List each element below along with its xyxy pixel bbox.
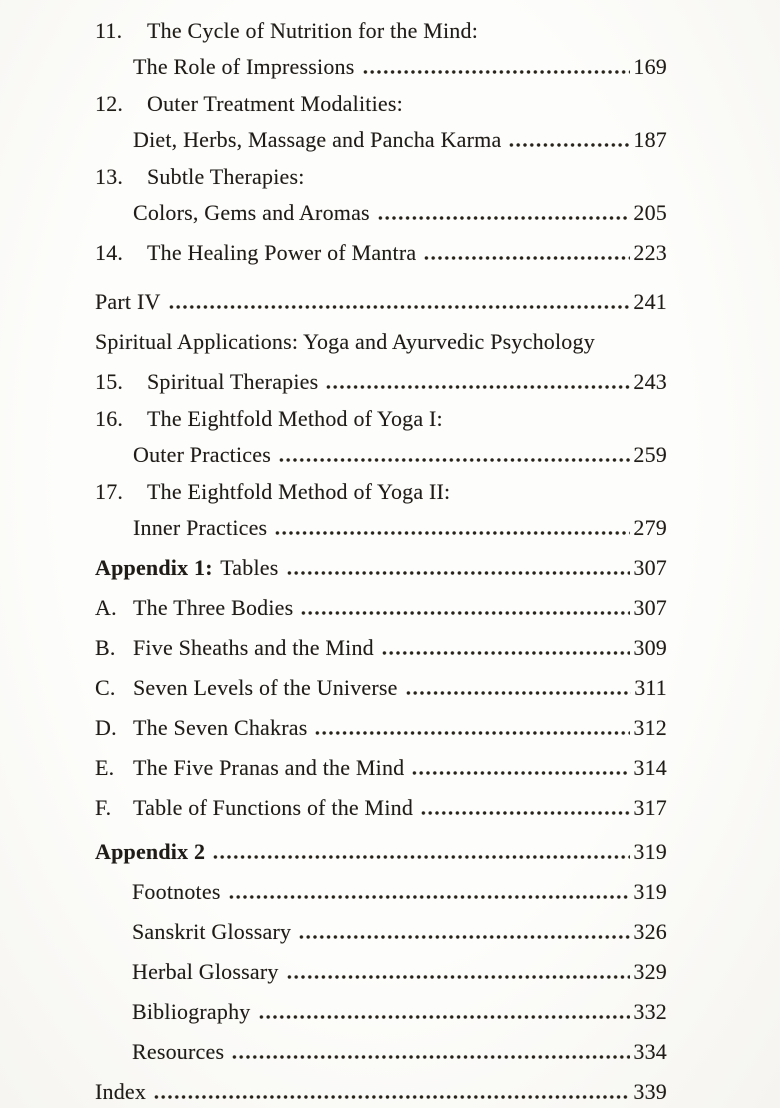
toc-row xyxy=(0,708,780,748)
dot-leader xyxy=(212,855,630,859)
chapter-subtitle: Outer Practices xyxy=(133,442,271,467)
toc-row xyxy=(0,1072,780,1108)
dot-leader xyxy=(411,771,630,775)
dot-leader xyxy=(153,1095,630,1099)
table-title: The Seven Chakras xyxy=(133,715,308,740)
part-subtitle: Spiritual Applications: Yoga and Ayurvedic Psychology xyxy=(95,329,595,354)
dot-leader xyxy=(231,1055,630,1059)
toc-row xyxy=(0,14,780,47)
page-number: 309 xyxy=(633,635,667,660)
appendix-item-title: Bibliography xyxy=(132,999,251,1024)
table-title: The Three Bodies xyxy=(133,595,294,620)
toc-row xyxy=(0,475,780,508)
appendix-title: Appendix 2 xyxy=(95,839,206,864)
appendix-item-title: Resources xyxy=(132,1039,225,1064)
page-number: 329 xyxy=(633,959,667,984)
dot-leader xyxy=(286,571,631,575)
toc-row xyxy=(0,193,780,233)
toc-row xyxy=(0,233,780,273)
page-number: 205 xyxy=(633,200,667,225)
table-title: The Five Pranas and the Mind xyxy=(133,755,405,780)
dot-leader xyxy=(258,1015,631,1019)
chapter-title: The Healing Power of Mantra xyxy=(147,240,417,265)
dot-leader xyxy=(381,651,631,655)
page-number: 317 xyxy=(633,795,667,820)
page-number: 259 xyxy=(633,442,667,467)
chapter-number: 16. xyxy=(95,406,124,431)
toc-row xyxy=(0,402,780,435)
page-number: 326 xyxy=(633,919,667,944)
table-letter: B. xyxy=(95,635,116,660)
toc-row xyxy=(0,47,780,87)
table-title: Seven Levels of the Universe xyxy=(133,675,398,700)
part-title: Part IV xyxy=(95,289,161,314)
page-number: 319 xyxy=(633,879,667,904)
chapter-number: 11. xyxy=(95,18,123,43)
page-number: 241 xyxy=(633,289,667,314)
chapter-title: The Eightfold Method of Yoga II: xyxy=(147,479,451,504)
chapter-number: 17. xyxy=(95,479,124,504)
chapter-number: 15. xyxy=(95,369,124,394)
toc-row xyxy=(0,160,780,193)
toc-row xyxy=(0,748,780,788)
dot-leader xyxy=(278,458,630,462)
chapter-title: Spiritual Therapies xyxy=(147,369,319,394)
page-number: 307 xyxy=(633,595,667,620)
toc-row xyxy=(0,872,780,912)
index-title: Index xyxy=(95,1079,147,1104)
toc-row xyxy=(0,668,780,708)
chapter-subtitle: Colors, Gems and Aromas xyxy=(133,200,370,225)
table-letter: C. xyxy=(95,675,116,700)
page-number: 334 xyxy=(633,1039,667,1064)
chapter-title: The Eightfold Method of Yoga I: xyxy=(147,406,443,431)
toc-row xyxy=(0,952,780,992)
table-letter: A. xyxy=(95,595,117,620)
toc-row xyxy=(0,912,780,952)
toc-row xyxy=(0,788,780,828)
page-number: 314 xyxy=(633,755,667,780)
toc-row xyxy=(0,508,780,548)
dot-leader xyxy=(228,895,631,899)
appendix-title: Appendix 1: xyxy=(95,555,213,580)
page-number: 307 xyxy=(633,555,667,580)
appendix-subtitle: Tables xyxy=(220,555,279,580)
page-number: 223 xyxy=(633,240,667,265)
chapter-title: Subtle Therapies: xyxy=(147,164,305,189)
toc-row xyxy=(0,992,780,1032)
page-number: 312 xyxy=(633,715,667,740)
chapter-subtitle: Inner Practices xyxy=(133,515,268,540)
appendix-item-title: Sanskrit Glossary xyxy=(132,919,292,944)
toc-row xyxy=(0,1032,780,1072)
table-title: Table of Functions of the Mind xyxy=(133,795,414,820)
chapter-number: 13. xyxy=(95,164,124,189)
toc-row xyxy=(0,588,780,628)
dot-leader xyxy=(405,691,632,695)
chapter-number: 14. xyxy=(95,240,124,265)
toc-row xyxy=(0,832,780,872)
table-letter: E. xyxy=(95,755,115,780)
dot-leader xyxy=(274,531,630,535)
toc-row xyxy=(0,435,780,475)
dot-leader xyxy=(300,611,630,615)
table-letter: F. xyxy=(95,795,112,820)
dot-leader xyxy=(420,811,630,815)
page-number: 279 xyxy=(633,515,667,540)
page-number: 332 xyxy=(633,999,667,1024)
dot-leader xyxy=(325,385,630,389)
toc-row xyxy=(0,322,780,362)
dot-leader xyxy=(298,935,630,939)
toc-row xyxy=(0,548,780,588)
dot-leader xyxy=(423,256,630,260)
toc-row xyxy=(0,282,780,322)
page-number: 319 xyxy=(633,839,667,864)
chapter-title: The Cycle of Nutrition for the Mind: xyxy=(147,18,479,43)
toc-row xyxy=(0,87,780,120)
dot-leader xyxy=(508,143,630,147)
page-number: 243 xyxy=(633,369,667,394)
page-number: 339 xyxy=(633,1079,667,1104)
page-number: 169 xyxy=(633,54,667,79)
chapter-number: 12. xyxy=(95,91,124,116)
dot-leader xyxy=(377,216,631,220)
chapter-subtitle: Diet, Herbs, Massage and Pancha Karma xyxy=(133,127,502,152)
page-number: 311 xyxy=(634,675,667,700)
table-letter: D. xyxy=(95,715,117,740)
dot-leader xyxy=(314,731,630,735)
dot-leader xyxy=(286,975,631,979)
appendix-item-title: Footnotes xyxy=(132,879,221,904)
dot-leader xyxy=(362,70,631,74)
toc-row xyxy=(0,628,780,668)
toc-row xyxy=(0,362,780,402)
chapter-subtitle: The Role of Impressions xyxy=(133,54,355,79)
dot-leader xyxy=(168,305,631,309)
appendix-item-title: Herbal Glossary xyxy=(132,959,279,984)
chapter-title: Outer Treatment Modalities: xyxy=(147,91,403,116)
toc-row xyxy=(0,120,780,160)
page-number: 187 xyxy=(633,127,667,152)
table-title: Five Sheaths and the Mind xyxy=(133,635,374,660)
